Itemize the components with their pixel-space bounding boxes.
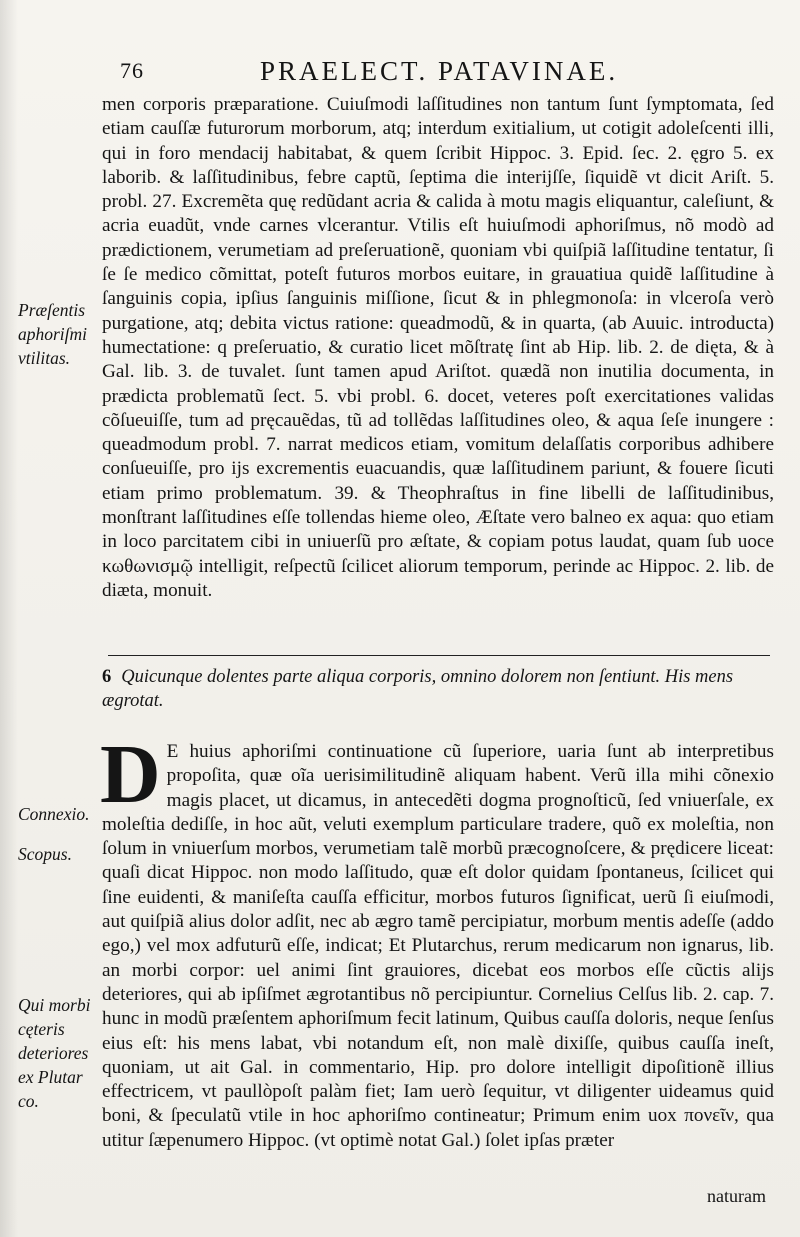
margin-note-utility: Præſentis aphoriſmi vtilitas. [18, 300, 88, 368]
paragraph-text: men corporis præparatione. Cuiuſmodi laſſitudines non tantum ſunt ſymptomata, ſed etiam cauſſæ futurorum morborum, atq; interdum exitialium, ut cotigit adoleſcenti illi, qui in foro mendacij habitabat, & quem ſcribit Hippoc. 3. Epid. ſec. 2. ęgro 5. ex laborib. & laſſitudinibus, febre captũ, ſeptima die interijſſe, ſiquidẽ vt dicit Ariſt. 5. probl. 27. Excremẽta quę redũdant acria & calida à motu magis eliquantur, caleſiunt, & acria euadũt, vnde carnes vlcerantur. Vtilis eſt huiuſmodi aphoriſmus, nõ modò ad prædictionem, verumetiam ad preſeruationẽ, quoniam vbi quiſpiã laſſitudine tentatur, ſi ſe ſe medico cõmittat, poteſt futuros morbos euitare, in grauatiua quidẽ laſſitudine à ſanguinis copia, ipſius ſanguinis miſſione, ſicut & in phlegmonoſa: in vlceroſa verò purgatione, atq; debita victus ratione: queadmodũ, & in quarta, (ab Auuic. introducta) humectatione: q preſeruatio, & curatio licet mõſtratę ſint ab Hip. lib. 2. de dięta, & à Gal. lib. 3. de tuvalet. ſunt tamen apud Ariſtot. quædã non inutilia documenta, in prædicta problematũ ſect. 5. vbi probl. 6. docet, veteres poſt exercitationes validas cõſueuiſſe, tum ad pręcauẽdas, tũ ad tollẽdas laſſitudines oleo, & aqua ſeſe inungere : queadmodum probl. 7. narrat medicos etiam, vomitum delaſſatis corporibus adhibere conſueuiſſe, pro ijs excrementis euacuandis, quæ laſſitudinem pariunt, & fouere ſicuti etiam primo problematum. 39. & Theophraſtus in fine libelli de laſſitudinibus, monſtrant laſſitudines eſſe tollendas hieme oleo, Æſtate vero balneo ex aqua: quo etiam in loco parcitatem cibi in uniuerſũ pro æſtate, & copiam potus laudat, quam ſub uoce κωθωνισμῷ intelligit, reſpectũ ſcilicet aliorum temporum, perinde ac Hippoc. 2. lib. de diæta, monuit. [102, 94, 774, 601]
margin-note-scopus: Scopus. [18, 844, 72, 864]
paragraph-text: E huius aphoriſmi continuatione cũ ſuperiore, uaria ſunt ab interpretibus propoſita, quæ oĩa uerisimilitudinẽ aliquam habent. Verũ illa mihi cõnexio magis placet, ut dicamus, in antecedẽti dogma prognoſticũ, ſed vniuerſale, ex moleſtia dediſſe, in hoc aũt, veluti exemplum particulare tradere, quõ ex moleſtia, non ſolum in vniuerſum morbos, verumetiam talẽ morbũ præcognoſcere, & prędicere liceat: quaſi dicat Hippoc. non modo laſſitudo, quæ eſt dolor quidam ſpontaneus, ſcilicet qui ſine euidenti, & maniſeſta cauſſa efficitur, morbos futuros ſignificat, uerũ ſi eiuſmodi, aut quiſpiã alius dolor adſit, nec ab ægro tamẽ percipiatur, morbum mentis adeſſe (addo ego,) vel mox adfuturũ eſſe, indicat; Et Plutarchus, rerum medicarum non ignarus, lib. an morbi corpor: uel animi ſint grauiores, dicebat eos morbos eſſe cũctis alijs deteriores, qui ab ipſiſmet ægrotantibus nõ percipiuntur. Cornelius Celſus lib. 2. cap. 7. hunc in modũ præſentem aphoriſmum fecit latinum, Quibus cauſſa doloris, neque ſenſus eius eſt: his mens labat, vbi notandum eſt, non malè dixiſſe, quibus cauſſa ineſt, quoniam, ut ait Gal. in commentario, Hip. pro dolore intelligit dipoſitionẽ illius effectricem, vt paullòpoſt palàm fiet; Iam uerò ſequitur, vt diligenter uideamus quid boni, & ſpeculatũ vtile in hoc aphoriſmo contineatur; Primum enim uox πονεῖν, qua utitur ſæpenumero Hippoc. (vt optimè notat Gal.) ſolet ipſas præter [102, 741, 774, 1151]
commentary-paragraph-2 [100, 728, 774, 1153]
aphorism-number: 6 [102, 667, 112, 687]
catchword: naturam [707, 1186, 766, 1206]
commentary-paragraph-1 [102, 93, 774, 603]
page-number: 76 [120, 58, 144, 83]
section-divider [108, 655, 770, 656]
drop-cap-initial: D [100, 728, 161, 821]
aphorism-text: Quicunque dolentes parte aliqua corporis, omnino dolorem non ſentiunt. His mens ægrotat. [102, 667, 734, 711]
running-title: PRAELECT. PATAVINAE. [260, 56, 619, 86]
aphorism-statement [102, 665, 774, 713]
margin-note-plutarch: Qui morbi cęteris deteriores ex Plutar co. [18, 995, 91, 1111]
margin-note-connexio: Connexio. [18, 804, 90, 824]
page-header [120, 58, 780, 92]
